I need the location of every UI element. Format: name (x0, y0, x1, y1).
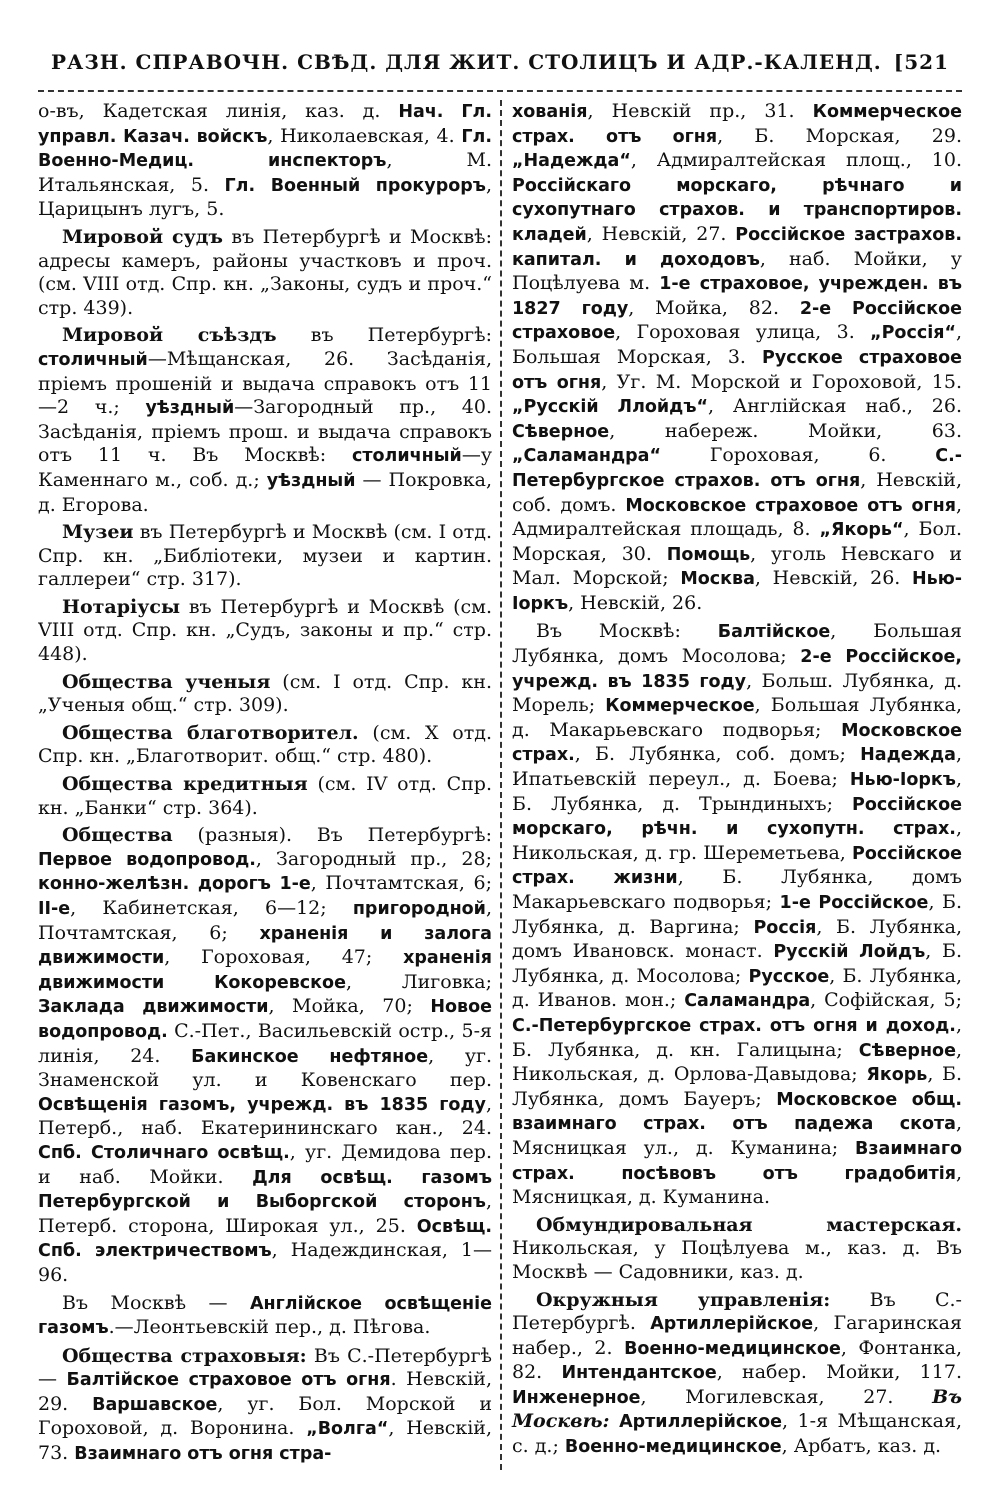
text-run: Въ С.-Петербургѣ. (512, 1288, 962, 1335)
emphasis-run: храненія и залога движимости (38, 923, 492, 969)
text-run: , 1-я Мѣщанская, с. д.; (512, 1410, 962, 1458)
text-run: Въ Москвѣ — (62, 1291, 250, 1314)
emphasis-run: Сѣверное (858, 1040, 956, 1061)
text-run: , Б. Лубянка, д. Иванов. мон.; (512, 964, 962, 1012)
emphasis-run: Бакинское нефтяное (191, 1046, 429, 1067)
emphasis-run: Мировой судъ (62, 225, 224, 248)
emphasis-run: столичный (38, 349, 148, 370)
emphasis-run: уѣздный (145, 398, 235, 419)
text-run: , Лиговка; (345, 970, 493, 993)
text-run: , Адмиралтейская площ., 10. (630, 149, 962, 172)
text-run (610, 1410, 620, 1432)
emphasis-run: Общества ученыя (62, 670, 271, 693)
paragraph (512, 620, 962, 1209)
text-run: , Мойка, 82. (628, 296, 800, 319)
paragraph (38, 596, 492, 667)
text-run: , Петерб., наб. Екатерининскаго кан., 24. (38, 1092, 492, 1140)
emphasis-run: Артиллерійское (650, 1314, 814, 1335)
text-run: , Царицынъ лугъ, 5. (38, 173, 492, 221)
text-columns (38, 100, 962, 1470)
text-run: , Никольская, д. Орлова-Давыдова; (512, 1038, 962, 1086)
paragraph (512, 100, 962, 616)
text-run: , Невскій, соб. домъ. (512, 468, 962, 516)
text-run: , Мойка, 70; (268, 995, 431, 1018)
emphasis-run: Новое водопровод. (38, 997, 492, 1042)
emphasis-run: Москва (680, 569, 755, 590)
text-run: , Невскій, 27. (586, 222, 736, 245)
text-run: , Б. Лубянка, д. Мосолова; (512, 940, 962, 987)
text-run: (см. IV отд. Спр. кн. „Банки“ стр. 364). (38, 773, 493, 819)
emphasis-run: Россія (753, 917, 817, 938)
text-run: . Невскій, 29. (38, 1368, 492, 1415)
text-run: , Могилевская, 27. (640, 1385, 933, 1408)
text-run: (см. I отд. Спр. кн. „Ученыя общ.“ стр. 309). (38, 670, 492, 717)
emphasis-run: Военно-медицинское (564, 1437, 782, 1458)
text-run: , Почтамтская, 6; (38, 897, 492, 944)
emphasis-run: уѣздный (266, 470, 356, 491)
emphasis-run: Гл. Военный прокуроръ (224, 175, 486, 196)
text-run: , Невскій пр., 31. (587, 100, 813, 122)
text-run: (см. X отд. Спр. кн. „Благотворит. общ.“ стр. 480). (38, 721, 492, 768)
text-run: въ Петербургѣ: (276, 324, 492, 347)
paragraph (38, 1292, 492, 1341)
text-run: , Софійская, 5; (810, 989, 962, 1012)
text-run: С.-Пет., Васильевскій остр., 5-я линія, 24. (38, 1019, 492, 1067)
emphasis-run: Помощь (666, 544, 751, 565)
emphasis-run: „Саламандра“ (512, 446, 661, 467)
text-run: , Невскій, 73. (38, 1417, 492, 1465)
text-run: Гороховая, 6. (660, 444, 936, 467)
emphasis-run: хованія (512, 102, 588, 122)
emphasis-run: Англійское освѣщеніе газомъ (38, 1293, 492, 1339)
text-run: —у Каменнаго м., соб. д.; (38, 444, 492, 491)
emphasis-run: Россійское застрахов. капитал. и доходовъ (512, 224, 962, 270)
emphasis-run: „Волга“ (306, 1419, 389, 1440)
text-run: , Гагаринская набер., 2. (512, 1312, 962, 1359)
emphasis-run: Артиллерійское (619, 1412, 783, 1433)
emphasis-run: Взаимнаго отъ огня стра- (74, 1444, 332, 1465)
emphasis-run: С.-Петербургское страх. отъ огня и доход. (512, 1015, 956, 1036)
emphasis-run: Русское страховое отъ огня (512, 347, 962, 393)
emphasis-run: 2-е Россійское страховое (512, 298, 962, 344)
emphasis-run: 1-е Россійское (779, 893, 929, 913)
text-run: , Надеждинская, 1—96. (38, 1239, 492, 1286)
text-run: , Кабинетская, 6—12; (70, 897, 353, 919)
emphasis-run: „Надежда“ (512, 151, 631, 172)
running-header (38, 50, 962, 86)
text-run: Въ Москвѣ: (536, 620, 718, 643)
emphasis-run: Московское общ. взаимнаго страх. отъ падежа скота (512, 1089, 962, 1135)
emphasis-run: 2-е Россійское, учрежд. въ 1835 году (512, 647, 962, 692)
header-divider (38, 90, 962, 92)
emphasis-run: Варшавское (92, 1394, 218, 1415)
paragraph (38, 1345, 492, 1467)
emphasis-run: Русское (748, 966, 830, 987)
emphasis-run: Нотаріусы (62, 595, 180, 618)
emphasis-run: Московское страх. (512, 720, 962, 766)
text-run: , уг. Знаменской ул. и Ковенскаго пер. (38, 1044, 492, 1092)
paragraph (512, 1214, 962, 1285)
text-run: , уголь Невскаго и Мал. Морской; (512, 542, 962, 590)
text-run: , Б. Лубянка, д. кн. Галицына; (512, 1013, 962, 1061)
text-run: , Загородный пр., 28; (255, 847, 493, 870)
text-run: , Фонтанка, 82. (512, 1336, 962, 1384)
text-run: , Англійская наб., 26. (707, 395, 962, 418)
emphasis-run: Сѣверное (512, 421, 610, 442)
emphasis-run: Музеи (62, 521, 134, 544)
text-run: , Б. Лубянка, домъ Бауеръ; (512, 1063, 962, 1110)
text-run: , набереж. Мойки, 63. (609, 419, 962, 442)
emphasis-run: 1-е страховое, учрежден. въ 1827 году (512, 274, 962, 319)
text-run: , Почтамтская, 6; (310, 872, 492, 895)
emphasis-run: „Русскій Ллойдъ“ (512, 397, 708, 418)
emphasis-run: Освѣщ. Спб. электричествомъ (38, 1216, 492, 1262)
emphasis-run: Общества благотворител. (62, 721, 359, 744)
text-run: , Больш. Лубянка, д. Морель; (512, 669, 962, 717)
emphasis-run: Инженерное (512, 1387, 641, 1408)
text-run: , Петерб. сторона, Широкая ул., 25. (38, 1190, 492, 1237)
emphasis-run: Россійское страх. жизни (512, 843, 962, 889)
emphasis-run: Балтійское (717, 622, 831, 643)
emphasis-run: Освѣщенія газомъ, учрежд. въ 1835 году (38, 1094, 486, 1115)
text-run: , Бол. Морская, 30. (512, 518, 962, 565)
text-run: Никольская, у Поцѣлуева м., каз. д. Въ Москвѣ — Садовники, каз. д. (512, 1237, 962, 1283)
emphasis-run: С.-Петербургское страхов. отъ огня (512, 446, 962, 491)
emphasis-run: Надежда (860, 745, 956, 766)
emphasis-run: Гл. Военно-Медиц. инспекторъ (38, 126, 492, 172)
emphasis-run: „Якорь“ (819, 520, 904, 541)
text-run: , уг. Бол. Морской и Гороховой, д. Воронина. (38, 1392, 492, 1440)
text-run: , Большая Морская, 3. (512, 321, 962, 368)
text-run: о-въ, Кадетская линія, каз. д. (38, 100, 399, 122)
text-run: —Мѣщанская, 26. Засѣданія, пріемъ прошеній и выдача справокъ отъ 11—2 ч.; (38, 347, 492, 419)
emphasis-run: Взаимнаго страх. посѣвовъ отъ градобитія (512, 1138, 962, 1184)
text-run: въ Петербургѣ и Москвѣ (см. VIII отд. Спр. кн. „Судъ, законы и пр.“ стр. 448). (38, 595, 492, 666)
text-run: , Гороховая, 47; (164, 946, 404, 969)
text-run: , Ипатьевскій переул., д. Боева; (512, 743, 962, 791)
paragraph (38, 521, 492, 592)
emphasis-run: Общества страховыя: (62, 1344, 307, 1367)
emphasis-run: Якорь (866, 1065, 928, 1086)
paragraph (38, 773, 492, 820)
text-run: , Невскій, 26. (754, 567, 912, 590)
text-run: въ Петербургѣ и Москвѣ: адресы камеръ, районы участковъ и проч. (см. VIII отд. Спр. кн. „Законы, судъ и проч.“ стр. 439). (38, 225, 492, 319)
emphasis-run: Россійское морскаго, рѣчн. и сухопутн. страх. (512, 794, 962, 840)
text-run: , Гороховая улица, 3. (615, 321, 871, 344)
text-run: , Большая Лубянка, домъ Мосолова; (512, 620, 962, 668)
paragraph (38, 324, 492, 517)
paragraph (38, 226, 492, 320)
paragraph (38, 722, 492, 769)
emphasis-run: Мировой съѣздъ (62, 324, 277, 347)
emphasis-run: Окружныя управленія: (536, 1288, 831, 1311)
text-run: , Большая Лубянка, д. Макарьевскаго подворья; (512, 694, 962, 741)
text-run: , Б. Лубянка, соб. домъ; (574, 743, 861, 766)
emphasis-run: столичный (352, 446, 462, 467)
text-run: .—Леонтьевскій пер., д. Пѣгова. (108, 1316, 431, 1339)
text-run: , наб. Мойки, у Поцѣлуева м. (512, 247, 962, 295)
text-run: , уг. Демидова пер. и наб. Мойки. (38, 1140, 492, 1188)
emphasis-run: Московское страховое отъ огня (625, 495, 956, 516)
emphasis-run: Первое водопровод. (38, 849, 256, 870)
emphasis-run: пригородной (352, 899, 486, 919)
emphasis-run: Саламандра (684, 991, 811, 1012)
text-run: —Загородный пр., 40. Засѣданія, пріемъ прош. и выдача справокъ отъ 11 ч. Въ Москвѣ: (38, 396, 493, 467)
emphasis-run: Россійскаго морскаго, рѣчнаго и сухопутнаго страхов. и транспортиров. кладей (512, 175, 962, 245)
text-run: , Адмиралтейская площадь, 8. (512, 493, 962, 541)
paragraph (38, 824, 492, 1287)
text-run: , Мясницкая ул., д. Куманина; (512, 1112, 962, 1159)
emphasis-run: конно-желѣзн. дорогъ 1-е (38, 874, 311, 895)
emphasis-run: „Россія“ (870, 323, 956, 344)
emphasis-run: Спб. Столичнаго освѣщ. (38, 1142, 290, 1163)
emphasis-run: Военно-медицинское (624, 1338, 841, 1359)
paragraph (38, 100, 492, 222)
text-run: , Уг. М. Морской и Гороховой, 15. (601, 370, 962, 393)
text-run: , Б. Морская, 29. (717, 124, 962, 147)
emphasis-run: Коммерческое страх. отъ огня (512, 102, 962, 147)
text-run: — Покровка, д. Егорова. (38, 468, 492, 516)
text-run: , Мясницкая, д. Куманина. (512, 1161, 962, 1209)
text-run: , Николаевская, 4. (267, 124, 462, 147)
paragraph (38, 671, 492, 718)
text-run: Въ С.-Петербургѣ — (38, 1344, 492, 1391)
text-run: , набер. Мойки, 117. (716, 1361, 962, 1384)
emphasis-run: Въ Москвѣ: (512, 1385, 962, 1433)
emphasis-run: храненія движимости Кокоревское (38, 948, 492, 993)
emphasis-run: Русскій Лойдъ (773, 942, 926, 963)
emphasis-run: Нью-Іоркъ (849, 770, 956, 791)
header-title: РАЗН. СПРАВОЧН. СВѢД. ДЛЯ ЖИТ. СТОЛИЦЪ И АДР.-КАЛЕНД. (50, 50, 882, 74)
emphasis-run: Нью-Іоркъ (512, 569, 962, 614)
emphasis-run: Общества (62, 824, 173, 847)
text-run: , Б. Лубянка, д. Варгина; (512, 891, 962, 938)
emphasis-run: Балтійское страховое отъ огня (66, 1370, 391, 1391)
text-run: , Б. Лубянка, домъ Макарьевскаго подворья; (512, 866, 962, 913)
text-run: , Б. Лубянка, домъ Ивановск. монаст. (512, 915, 962, 963)
text-run: , М. Итальянская, 5. (38, 149, 493, 196)
emphasis-run: II-е (38, 899, 71, 919)
left-column (38, 100, 500, 1470)
emphasis-run: Нач. Гл. управл. Казач. войскъ (38, 102, 492, 147)
right-column (500, 100, 962, 1470)
text-run: , Никольская, д. гр. Шереметьева, (512, 817, 962, 864)
emphasis-run: Для освѣщ. газомъ Петербургской и Выборгской сторонъ (38, 1167, 492, 1213)
paragraph (512, 1289, 962, 1460)
text-run: въ Петербургѣ и Москвѣ (см. I отд. Спр. кн. „Библіотеки, музеи и картин. галлереи“ стр. 317). (38, 521, 492, 591)
text-run: (разныя). Въ Петербургѣ: (172, 824, 492, 847)
text-run: , Б. Лубянка, д. Трындиныхъ; (512, 768, 962, 815)
emphasis-run: Коммерческое (605, 696, 755, 717)
emphasis-run: Заклада движимости (38, 997, 269, 1018)
emphasis-run: Обмундировальная мастерская. (536, 1213, 962, 1236)
text-run: , Невскій, 26. (568, 591, 703, 614)
emphasis-run: Общества кредитныя (62, 773, 308, 796)
text-run: , Арбатъ, каз. д. (781, 1435, 942, 1458)
emphasis-run: Интендантское (561, 1363, 717, 1384)
page-number: [521 (893, 50, 949, 74)
